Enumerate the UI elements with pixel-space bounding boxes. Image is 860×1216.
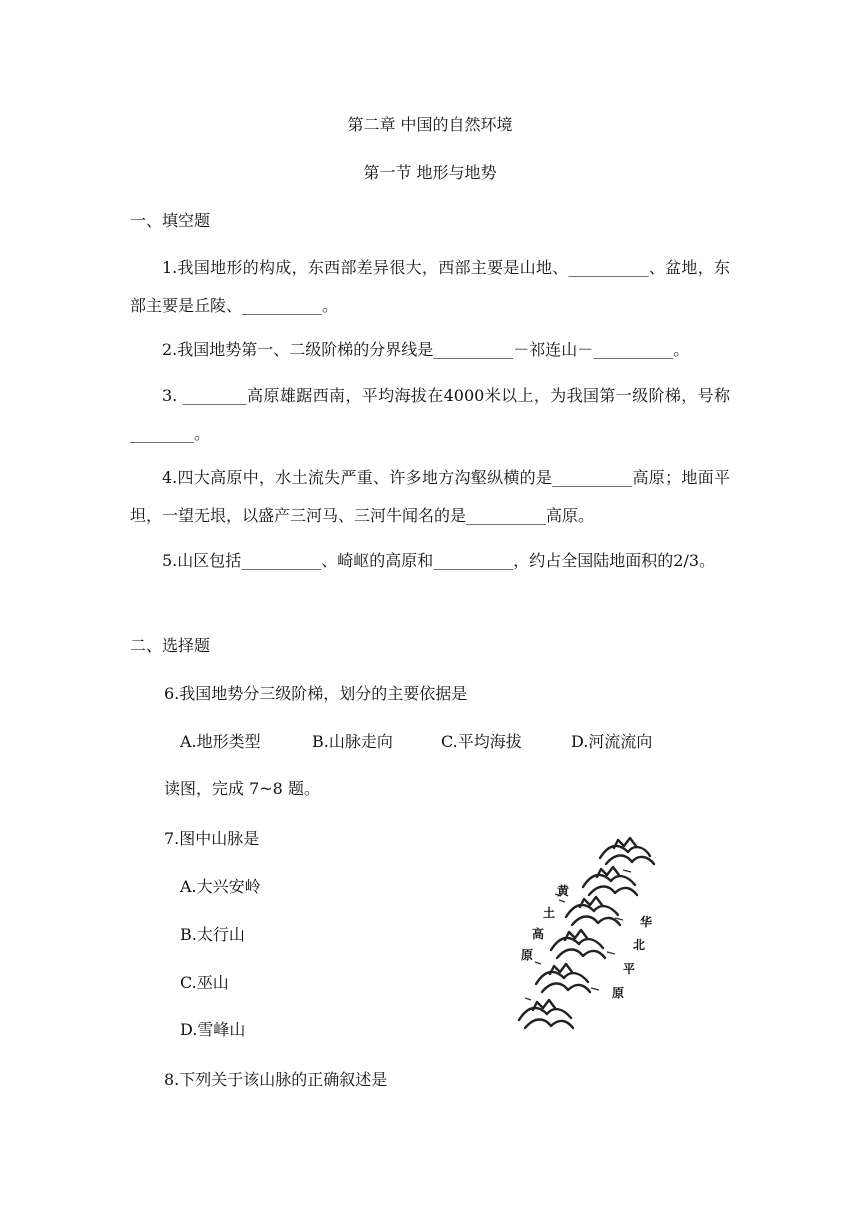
map-label-right-3: 平 [623,962,636,976]
question-8-stem: 8.下列关于该山脉的正确叙述是 [164,1070,388,1089]
map-label-right-1: 华 [640,915,653,929]
map-label-left-1: 黄 [557,884,570,898]
q7-option-d: D.雪峰山 [180,1020,246,1039]
q6-option-c: C.平均海拔 [441,732,522,751]
q6-option-d: D.河流流向 [571,732,653,751]
question-2: 2.我国地势第一、二级阶梯的分界线是__________－祁连山－__________。 [162,340,690,359]
ridge-cluster-5 [536,964,590,992]
part1-heading: 一、填空题 [130,211,211,230]
section-title: 第一节 地形与地势 [363,163,497,182]
question-3: 3. ________高原雄踞西南，平均海拔在4000米以上，为我国第一级阶梯，号称________。 [130,386,730,443]
question-4: 4.四大高原中，水土流失严重、许多地方沟壑纵横的是__________高原；地面平坦，一望无垠，以盛产三河马、三河牛闻名的是__________高原。 [130,468,730,525]
ridge-cluster-6 [519,1000,573,1028]
map-label-left-2: 土 [543,906,556,920]
ridge-cluster-1 [600,838,654,864]
ridge-cluster-3 [566,897,620,925]
q6-option-b: B.山脉走向 [312,732,393,751]
question-1: 1.我国地形的构成，东西部差异很大，西部主要是山地、__________、盆地，东部主要是丘陵、__________。 [130,258,730,315]
question-5: 5.山区包括__________、崎岖的高原和__________，约占全国陆地面积的2/3。 [162,551,716,570]
map-label-right-2: 北 [633,938,646,952]
q7-option-b: B.太行山 [180,925,245,944]
chapter-title: 第二章 中国的自然环境 [347,115,513,134]
q6-option-a: A.地形类型 [180,732,261,751]
mountain-map-figure [495,822,685,1044]
map-label-left-4: 原 [521,948,534,962]
map-label-right-4: 原 [612,986,625,1000]
mountain-range-sketch [495,822,685,1044]
part2-heading: 二、选择题 [130,636,211,655]
q7-option-a: A.大兴安岭 [180,877,261,896]
q7-option-c: C.巫山 [180,973,229,992]
question-7-stem: 7.图中山脉是 [164,829,260,848]
read-map-instruction: 读图，完成 7~8 题。 [164,779,320,798]
map-label-left-3: 高 [532,927,545,941]
question-6-stem: 6.我国地势分三级阶梯，划分的主要依据是 [164,684,468,703]
ridge-cluster-4 [551,930,605,958]
